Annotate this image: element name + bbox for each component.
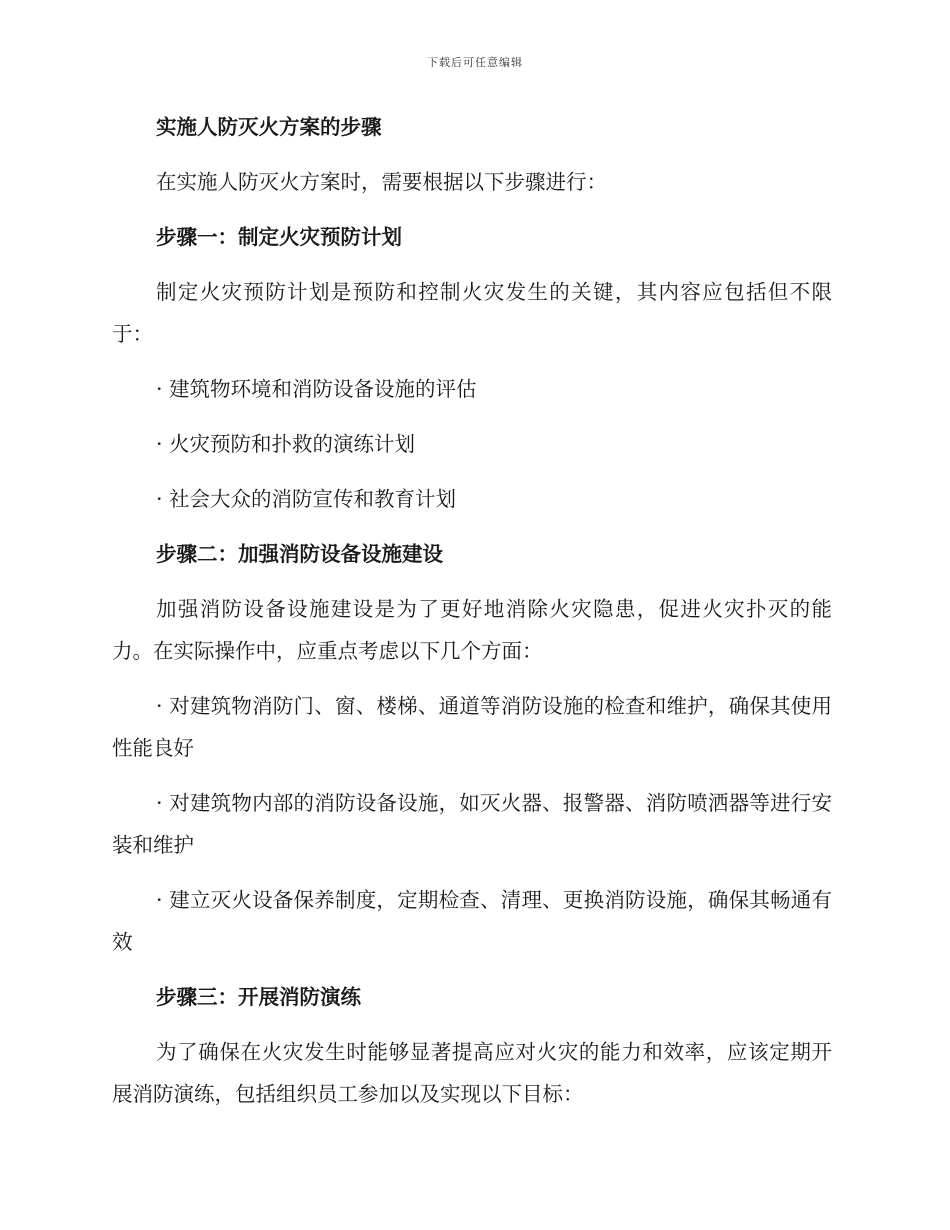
step2-bullet: · 对建筑物内部的消防设备设施，如灭火器、报警器、消防喷洒器等进行安装和维护	[112, 791, 832, 857]
step1-heading: 步骤一：制定火灾预防计划	[156, 225, 402, 249]
step2-bullet: · 对建筑物消防门、窗、楼梯、通道等消防设施的检查和维护，确保其使用性能良好	[112, 694, 832, 760]
header-note: 下载后可任意编辑	[427, 56, 523, 69]
step1-paragraph: 制定火灾预防计划是预防和控制火灾发生的关键，其内容应包括但不限于：	[112, 280, 832, 346]
document-title: 实施人防灭火方案的步骤	[156, 115, 382, 139]
step2-bullet: · 建立灭火设备保养制度，定期检查、清理、更换消防设施，确保其畅通有效	[112, 888, 832, 954]
intro-paragraph: 在实施人防灭火方案时，需要根据以下步骤进行：	[156, 170, 607, 194]
step3-paragraph: 为了确保在火灾发生时能够显著提高应对火灾的能力和效率，应该定期开展消防演练，包括组织员工参加以及实现以下目标：	[112, 1040, 832, 1106]
step2-heading: 步骤二：加强消防设备设施建设	[156, 542, 443, 566]
step2-paragraph: 加强消防设备设施建设是为了更好地消除火灾隐患，促进火灾扑灭的能力。在实际操作中，应重点考虑以下几个方面：	[112, 597, 832, 663]
step1-bullet: · 火灾预防和扑救的演练计划	[156, 432, 416, 456]
step3-heading: 步骤三：开展消防演练	[156, 985, 361, 1009]
document-body	[112, 106, 832, 1128]
step1-bullet: · 社会大众的消防宣传和教育计划	[156, 487, 457, 511]
step1-bullet: · 建筑物环境和消防设备设施的评估	[156, 377, 477, 401]
